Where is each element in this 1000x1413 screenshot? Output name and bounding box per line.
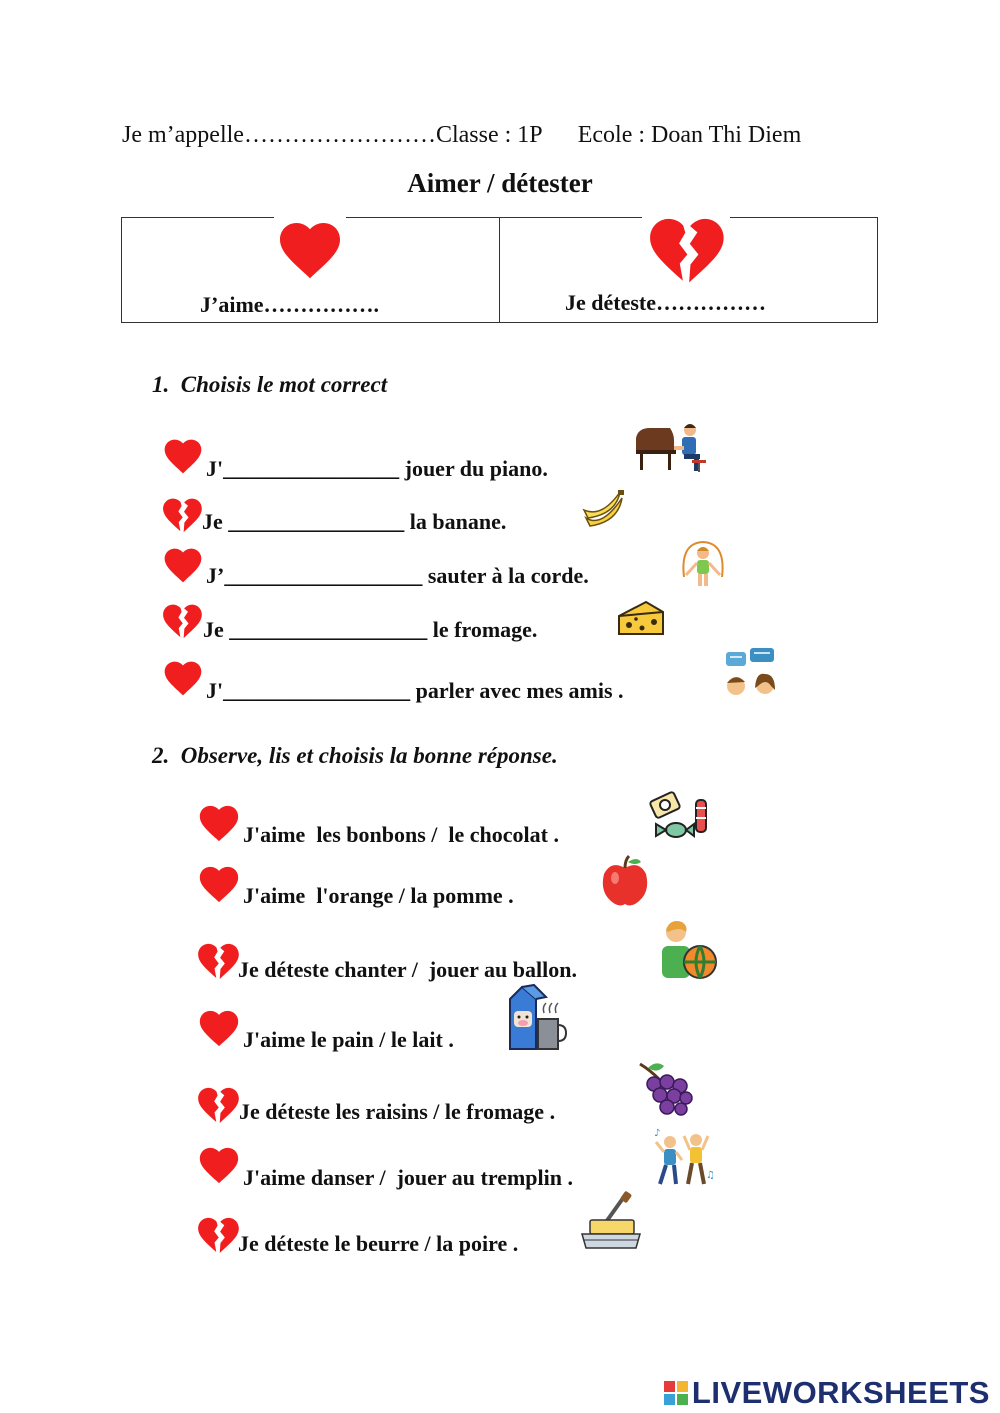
table-divider [499,218,500,322]
friends-chatting-icon [722,646,780,702]
exercise-2-line-6: J'aime danser / jouer au tremplin . [243,1165,573,1190]
svg-text:♪: ♪ [654,1128,661,1139]
heart-icon [161,434,205,476]
broken-heart-icon [195,940,241,982]
exercise-1-line-1: J'________________ jouer du piano. [206,456,548,481]
exercise-2-line-2: J'aime l'orange / la pomme . [243,883,514,908]
exercise-2-line-1: J'aime les bonbons / le chocolat . [243,822,559,847]
candy-icon [646,786,710,846]
heart-icon [274,214,346,286]
jump-rope-icon [678,539,728,589]
grapes-icon [630,1060,696,1118]
butter-icon [580,1192,642,1254]
exercise-2-line-4: J'aime le pain / le lait . [243,1027,454,1052]
cheese-icon [616,598,666,638]
broken-heart-icon [160,601,204,641]
exercise-1-line-3: J’__________________ sauter à la corde. [206,563,589,588]
exercise-2-line-3: Je déteste chanter / jouer au ballon. [238,957,577,982]
milk-icon [504,985,570,1053]
heart-icon [196,861,242,905]
brand-name: LIVEWORKSHEETS [691,1375,990,1410]
like-dislike-table [121,217,878,323]
hate-cell-label: Je déteste…………… [565,290,767,315]
broken-heart-icon [160,495,204,535]
heart-icon [196,1005,242,1049]
heart-icon [161,656,205,698]
exercise-2-line-5: Je déteste les raisins / le fromage . [239,1099,556,1124]
section-1-title: 1. Choisis le mot correct [152,372,388,397]
section-2-title: 2. Observe, lis et choisis la bonne réponse. [152,743,558,768]
student-info-line: Je m’appelle……………………Classe : 1P Ecole : Doan Thi Diem [122,122,802,148]
broken-heart-icon [195,1084,241,1126]
liveworksheets-logo-icon [664,1381,688,1405]
exercise-1-line-2: Je ________________ la banane. [202,509,507,534]
broken-heart-icon [642,212,730,288]
banana-icon [580,488,628,532]
ball-player-icon [656,918,720,980]
page-title: Aimer / détester [407,168,593,198]
exercise-1-line-4: Je __________________ le fromage. [203,617,538,642]
liveworksheets-logo [664,1375,990,1411]
dancers-icon [652,1126,714,1190]
love-cell-label: J’aime……………. [200,292,380,317]
exercise-1-line-5: J'_________________ parler avec mes amis . [206,678,624,703]
heart-icon [196,800,242,844]
svg-text:♫: ♫ [706,1170,715,1181]
broken-heart-icon [195,1214,241,1256]
heart-icon [161,543,205,585]
heart-icon [196,1142,242,1186]
apple-icon [599,854,651,908]
piano-player-icon [634,420,710,474]
exercise-2-line-7: Je déteste le beurre / la poire . [238,1231,519,1256]
